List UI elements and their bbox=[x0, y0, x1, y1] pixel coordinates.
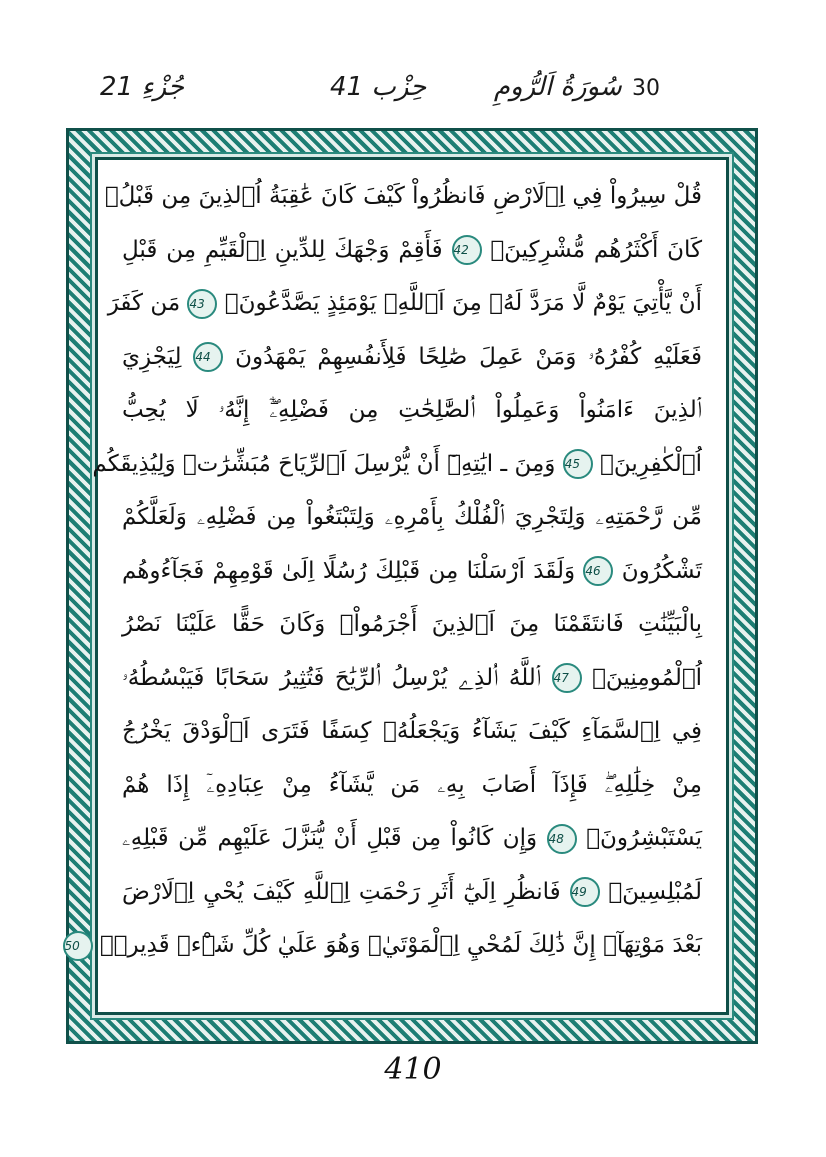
line-text: فَعَلَيْهِ كُفْرُهُۥ وَمَنْ عَمِلَ صَٰلِحًا فَلِأَنفُسِهِمْ يَمْهَدُونَ bbox=[235, 343, 703, 370]
ayah-marker: 50 bbox=[63, 931, 93, 961]
ayah-marker: 42 bbox=[452, 235, 482, 265]
juz-label: جُزْءِ 21 bbox=[100, 72, 185, 102]
quran-text bbox=[64, 170, 703, 973]
line-text: كَانَ أَكْثَرُهُم مُّشْرِكِينَۖ bbox=[490, 236, 703, 263]
text-line bbox=[107, 277, 702, 331]
text-panel bbox=[64, 157, 729, 1015]
ayah-marker: 44 bbox=[193, 342, 223, 372]
line-text: بَعْدَ مَوْتِهَآۖ إِنَّ ذَٰلِكَ لَمُحْيِ اِ۬لْمَوْتَيٰۖ وَهُوَ عَلَيٰ كُلِّ شَےْءٖ قَدِيرٞۖ bbox=[99, 932, 702, 958]
text-line bbox=[122, 545, 702, 599]
surah-title bbox=[494, 72, 660, 102]
line-text-continued: وَإِن كَانُواْ مِن قَبْلِ أَنْ يُّنَزَّلَ عَلَيْهِم مِّن قَبْلِهِۦ bbox=[122, 825, 538, 851]
text-line bbox=[122, 812, 702, 866]
page-header bbox=[100, 72, 660, 112]
text-line bbox=[92, 438, 702, 492]
text-line bbox=[122, 866, 702, 920]
surah-name: سُورَةُ اَلرُّومِ bbox=[493, 72, 622, 102]
line-text-continued: وَلَقَدَ اَرْسَلْنَا مِن قَبْلِكَ رُسُلًا اِلَىٰ قَوْمِهِمْ فَجَآءُوهُم bbox=[122, 557, 576, 584]
text-line bbox=[104, 170, 702, 224]
hizb-label: حِزْب 41 bbox=[330, 72, 427, 102]
line-text: لَمُبْلِسِينَۖ bbox=[608, 878, 703, 905]
surah-number: 30 bbox=[632, 76, 660, 101]
text-line bbox=[122, 705, 702, 759]
text-line bbox=[122, 384, 702, 438]
text-line bbox=[64, 919, 702, 973]
line-text-continued: وَمِنَ ـ ايَٰتِهِۦٓ أَنْ يُّرْسِلَ اَ۬لرِّيَاحَ مُبَشِّرَٰتٖ وَلِيُذِيقَكُم bbox=[92, 450, 556, 477]
line-text: اُ۬لْمُومِنِينَۖ bbox=[592, 664, 703, 691]
text-line bbox=[122, 491, 702, 545]
line-text-continued: مَن كَفَرَ bbox=[107, 290, 181, 316]
text-line bbox=[122, 598, 702, 652]
line-text-continued: فَأَقِمْ وَجْهَكَ لِلدِّينِ اِ۬لْقَيِّمِ مِن قَبْلِ bbox=[122, 236, 443, 263]
line-text: اَ۬لذِينَ ءَامَنُواْ وَعَمِلُواْ اُ۬لصَّٰلِحَٰتِ مِن فَضْلِهِۦٓۖ إِنَّهُۥ لَا يُحِبُّ bbox=[122, 397, 702, 423]
line-text: مِنْ خِلَٰلِهِۦۖ فَإِذَآ أَصَابَ بِهِۦ مَن يَّشَآءُ مِنْ عِبَادِهِۦٓ إِذَا هُمْ bbox=[122, 771, 702, 798]
line-text: يَسْتَبْشِرُونَۖ bbox=[586, 825, 703, 851]
line-text-continued: اَ۬للَّهُ اُ۬لذِے يُرْسِلُ اُ۬لرِّيَٰحَ فَتُثِيرُ سَحَابًا فَيَبْسُطُهُۥ bbox=[122, 664, 542, 691]
ayah-marker: 47 bbox=[552, 663, 582, 693]
ayah-marker: 45 bbox=[563, 449, 593, 479]
page-number: 410 bbox=[384, 1052, 442, 1087]
line-text: تَشْكُرُونَ bbox=[621, 557, 702, 584]
ayah-marker: 46 bbox=[583, 556, 613, 586]
line-text: أَنْ يَّأْتِيَ يَوْمٌ لَّا مَرَدَّ لَهُۥ مِنَ اَ۬للَّهِۖ يَوْمَئِذٍ يَصَّدَّعُونَۖ bbox=[224, 290, 702, 316]
line-text: مِّن رَّحْمَتِهِۦ وَلِتَجْرِيَ اَ۬لْفُلْكُ بِأَمْرِهِۦ وَلِتَبْتَغُواْ مِن فَضْلِهِۦ وَلَعَلَّكُمْ bbox=[122, 504, 702, 530]
text-line bbox=[122, 652, 702, 706]
line-text: اُ۬لْكٰفِرِينَۖ bbox=[600, 450, 702, 477]
ayah-marker: 49 bbox=[570, 877, 600, 907]
line-text: بِالْبَيِّنَٰتِ فَانتَقَمْنَا مِنَ اَ۬لذِينَ أَجْرَمُواْۖ وَكَانَ حَقًّا عَلَيْنَا نَصْرُ bbox=[122, 611, 702, 637]
ornamental-border bbox=[66, 128, 758, 1044]
line-text-continued: فَانظُرِ اِلَيٰٓ أَثَرِ رَحْمَتِ اِ۬للَّهِ كَيْفَ يُحْيِ اِ۬لَارْضَ bbox=[122, 878, 561, 905]
text-line bbox=[122, 759, 702, 813]
text-line bbox=[122, 224, 702, 278]
text-line bbox=[122, 331, 702, 385]
line-text-continued: لِيَجْزِيَ bbox=[122, 343, 182, 370]
line-text: قُلْ سِيرُواْ فِي اِ۬لَارْضِ فَانظُرُواْ كَيْفَ كَانَ عَٰقِبَةُ اُ۬لذِينَ مِن قَبْلُۖ bbox=[104, 183, 702, 209]
line-text: فِي اِ۬لسَّمَآءِ كَيْفَ يَشَآءُ وَيَجْعَلُهُۥ كِسَفًا فَتَرَى اَ۬لْوَدْقَ يَخْرُجُ bbox=[122, 718, 702, 744]
ayah-marker: 43 bbox=[187, 289, 217, 319]
ayah-marker: 48 bbox=[547, 824, 577, 854]
